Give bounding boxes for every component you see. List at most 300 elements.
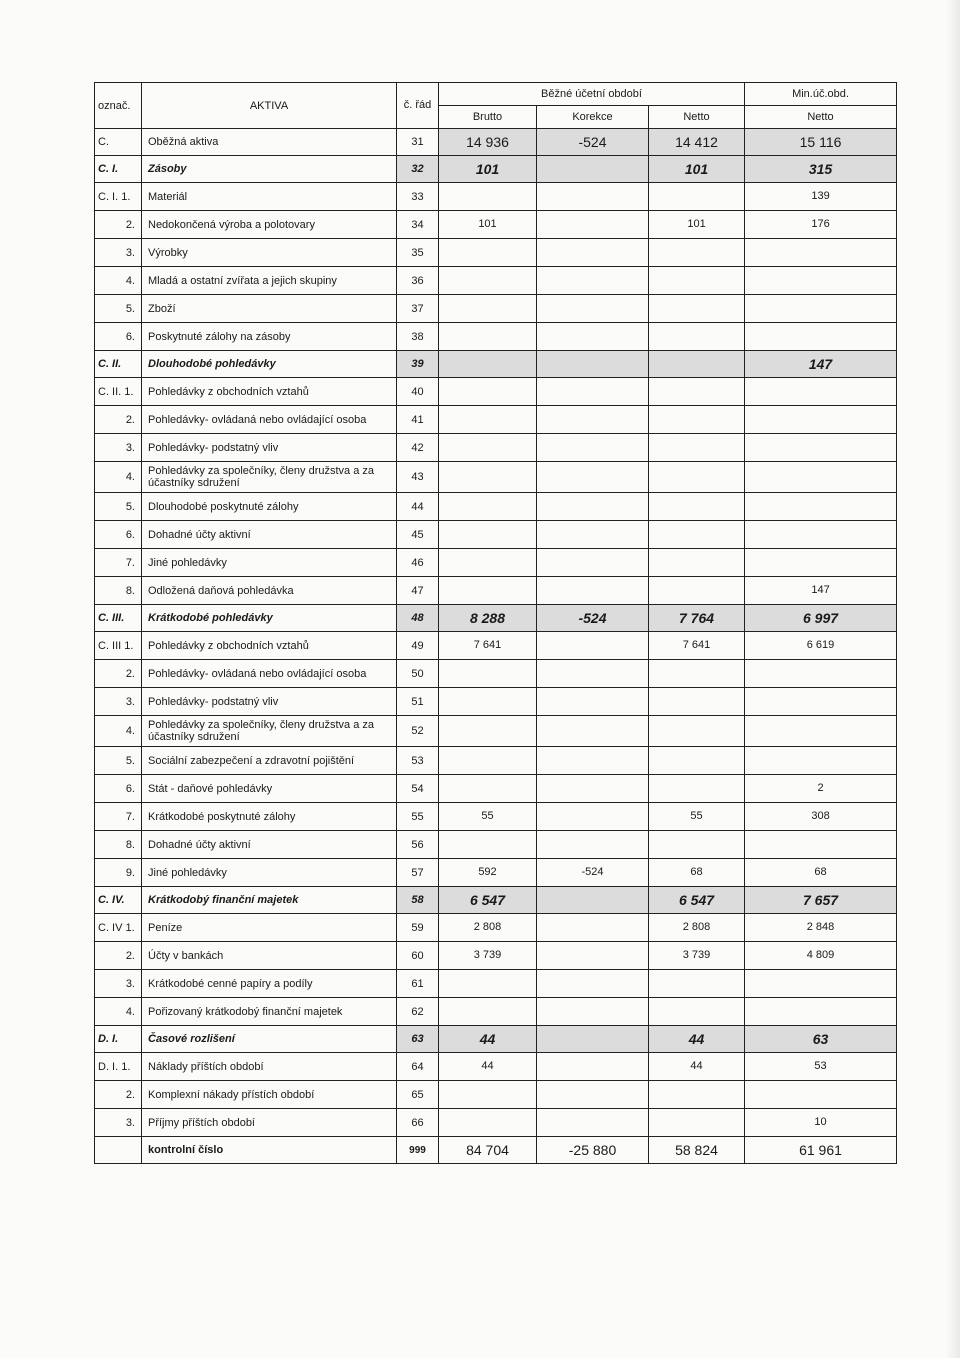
table-row <box>95 1109 897 1137</box>
row-netto-prev: 176 <box>745 211 897 239</box>
table-row <box>95 378 897 406</box>
table-row <box>95 831 897 859</box>
row-brutto <box>439 462 537 493</box>
row-oznac: 3. <box>95 688 142 716</box>
row-label: Účty v bankách <box>142 942 397 970</box>
row-korekce <box>537 211 649 239</box>
table-row <box>95 775 897 803</box>
row-netto-prev: 139 <box>745 183 897 211</box>
row-label: Peníze <box>142 914 397 942</box>
row-brutto: 44 <box>439 1053 537 1081</box>
row-brutto: 101 <box>439 211 537 239</box>
row-number: 62 <box>397 998 439 1026</box>
row-number: 47 <box>397 577 439 605</box>
row-netto: 2 808 <box>649 914 745 942</box>
row-number: 66 <box>397 1109 439 1137</box>
row-netto <box>649 239 745 267</box>
row-korekce <box>537 775 649 803</box>
row-label: Časové rozlišení <box>142 1026 397 1053</box>
row-oznac: 6. <box>95 775 142 803</box>
row-label: Pohledávky za společníky, členy družstva a za účastníky sdružení <box>142 716 397 747</box>
row-brutto <box>439 747 537 775</box>
row-netto-prev <box>745 747 897 775</box>
row-netto: 44 <box>649 1026 745 1053</box>
row-netto <box>649 970 745 998</box>
row-oznac: 5. <box>95 493 142 521</box>
table-row <box>95 1026 897 1053</box>
row-brutto <box>439 998 537 1026</box>
row-netto <box>649 378 745 406</box>
table-row <box>95 970 897 998</box>
row-label: Pohledávky z obchodních vztahů <box>142 378 397 406</box>
row-oznac: D. I. 1. <box>95 1053 142 1081</box>
row-korekce <box>537 406 649 434</box>
row-number: 45 <box>397 521 439 549</box>
row-netto <box>649 688 745 716</box>
row-label: Krátkodobý finanční majetek <box>142 887 397 914</box>
row-brutto <box>439 1081 537 1109</box>
row-netto-prev: 10 <box>745 1109 897 1137</box>
row-netto <box>649 462 745 493</box>
row-number: 53 <box>397 747 439 775</box>
row-brutto <box>439 716 537 747</box>
row-netto-prev <box>745 239 897 267</box>
table-row <box>95 462 897 493</box>
row-brutto: 2 808 <box>439 914 537 942</box>
row-korekce <box>537 998 649 1026</box>
row-number: 39 <box>397 351 439 378</box>
row-korekce <box>537 1081 649 1109</box>
row-label: Mladá a ostatní zvířata a jejich skupiny <box>142 267 397 295</box>
row-netto: 7 641 <box>649 632 745 660</box>
row-brutto <box>439 577 537 605</box>
row-oznac: 4. <box>95 716 142 747</box>
table-row <box>95 493 897 521</box>
row-netto-prev <box>745 267 897 295</box>
row-oznac: 5. <box>95 747 142 775</box>
row-oznac: C. <box>95 129 142 156</box>
row-korekce <box>537 156 649 183</box>
row-oznac: 7. <box>95 803 142 831</box>
row-netto-prev <box>745 716 897 747</box>
table-row <box>95 859 897 887</box>
row-number: 31 <box>397 129 439 156</box>
row-brutto <box>439 239 537 267</box>
row-netto: 7 764 <box>649 605 745 632</box>
table-row <box>95 549 897 577</box>
row-brutto <box>439 660 537 688</box>
row-number: 999 <box>397 1137 439 1164</box>
header-oznac: označ. <box>95 83 142 129</box>
header-korekce: Korekce <box>537 106 649 129</box>
row-netto <box>649 323 745 351</box>
row-oznac: 2. <box>95 942 142 970</box>
row-label: Pohledávky- podstatný vliv <box>142 688 397 716</box>
row-korekce <box>537 239 649 267</box>
row-number: 46 <box>397 549 439 577</box>
row-label: Pohledávky- ovládaná nebo ovládající osoba <box>142 406 397 434</box>
row-netto-prev <box>745 406 897 434</box>
row-number: 35 <box>397 239 439 267</box>
row-brutto: 592 <box>439 859 537 887</box>
row-brutto <box>439 183 537 211</box>
table-row <box>95 183 897 211</box>
row-brutto: 3 739 <box>439 942 537 970</box>
table-row <box>95 267 897 295</box>
row-label: Pohledávky- podstatný vliv <box>142 434 397 462</box>
row-brutto <box>439 775 537 803</box>
row-label: Krátkodobé pohledávky <box>142 605 397 632</box>
row-korekce <box>537 831 649 859</box>
row-netto: 101 <box>649 211 745 239</box>
row-label: Poskytnuté zálohy na zásoby <box>142 323 397 351</box>
row-brutto <box>439 295 537 323</box>
row-netto <box>649 183 745 211</box>
row-brutto: 84 704 <box>439 1137 537 1164</box>
row-label: Krátkodobé poskytnuté zálohy <box>142 803 397 831</box>
row-label: Stát - daňové pohledávky <box>142 775 397 803</box>
row-oznac: C. III. <box>95 605 142 632</box>
row-oznac: 4. <box>95 462 142 493</box>
row-netto-prev: 147 <box>745 351 897 378</box>
row-netto-prev <box>745 1081 897 1109</box>
row-korekce <box>537 378 649 406</box>
header-brutto: Brutto <box>439 106 537 129</box>
row-korekce <box>537 323 649 351</box>
table-row <box>95 914 897 942</box>
row-oznac: 2. <box>95 660 142 688</box>
row-korekce <box>537 632 649 660</box>
row-number: 38 <box>397 323 439 351</box>
row-oznac: C. IV. <box>95 887 142 914</box>
row-label: Pohledávky z obchodních vztahů <box>142 632 397 660</box>
row-korekce: -25 880 <box>537 1137 649 1164</box>
row-label: Nedokončená výroba a polotovary <box>142 211 397 239</box>
row-brutto <box>439 323 537 351</box>
row-brutto <box>439 406 537 434</box>
row-brutto <box>439 1109 537 1137</box>
row-netto <box>649 351 745 378</box>
row-number: 64 <box>397 1053 439 1081</box>
row-label: Dlouhodobé poskytnuté zálohy <box>142 493 397 521</box>
row-brutto: 101 <box>439 156 537 183</box>
row-korekce <box>537 183 649 211</box>
row-number: 51 <box>397 688 439 716</box>
row-oznac: 3. <box>95 239 142 267</box>
row-netto-prev: 308 <box>745 803 897 831</box>
row-korekce <box>537 688 649 716</box>
row-netto-prev: 6 997 <box>745 605 897 632</box>
row-number: 41 <box>397 406 439 434</box>
row-netto: 58 824 <box>649 1137 745 1164</box>
row-netto-prev <box>745 323 897 351</box>
row-oznac: 6. <box>95 521 142 549</box>
row-oznac: 4. <box>95 267 142 295</box>
row-number: 42 <box>397 434 439 462</box>
row-label: Komplexní nákady přístích období <box>142 1081 397 1109</box>
row-netto <box>649 1109 745 1137</box>
row-netto-prev: 61 961 <box>745 1137 897 1164</box>
row-brutto <box>439 831 537 859</box>
row-label: Jiné pohledávky <box>142 859 397 887</box>
row-oznac: C. I. <box>95 156 142 183</box>
row-label: Zboží <box>142 295 397 323</box>
row-oznac: 8. <box>95 831 142 859</box>
row-brutto <box>439 378 537 406</box>
row-korekce <box>537 887 649 914</box>
row-number: 44 <box>397 493 439 521</box>
row-label: Příjmy příštích období <box>142 1109 397 1137</box>
row-number: 43 <box>397 462 439 493</box>
row-number: 33 <box>397 183 439 211</box>
row-number: 37 <box>397 295 439 323</box>
row-netto <box>649 775 745 803</box>
row-netto-prev: 63 <box>745 1026 897 1053</box>
row-label: Jiné pohledávky <box>142 549 397 577</box>
row-brutto <box>439 267 537 295</box>
row-korekce <box>537 434 649 462</box>
row-netto <box>649 831 745 859</box>
row-netto-prev: 2 848 <box>745 914 897 942</box>
row-label: Dohadné účty aktivní <box>142 521 397 549</box>
row-netto <box>649 549 745 577</box>
row-netto-prev <box>745 549 897 577</box>
row-netto-prev: 53 <box>745 1053 897 1081</box>
row-number: 65 <box>397 1081 439 1109</box>
row-oznac: 2. <box>95 1081 142 1109</box>
row-netto: 14 412 <box>649 129 745 156</box>
table-row <box>95 211 897 239</box>
table-row <box>95 605 897 632</box>
row-label: Pohledávky za společníky, členy družstva a za účastníky sdružení <box>142 462 397 493</box>
row-label: Pohledávky- ovládaná nebo ovládající osoba <box>142 660 397 688</box>
row-label: Sociální zabezpečení a zdravotní pojištění <box>142 747 397 775</box>
row-oznac <box>95 1137 142 1164</box>
row-netto-prev <box>745 998 897 1026</box>
row-oznac: 3. <box>95 434 142 462</box>
row-netto <box>649 660 745 688</box>
table-row <box>95 1053 897 1081</box>
row-korekce <box>537 351 649 378</box>
table-row <box>95 521 897 549</box>
row-brutto <box>439 688 537 716</box>
row-netto <box>649 406 745 434</box>
row-netto <box>649 716 745 747</box>
row-korekce: -524 <box>537 859 649 887</box>
row-oznac: 3. <box>95 1109 142 1137</box>
table-row <box>95 632 897 660</box>
row-korekce <box>537 660 649 688</box>
row-korekce <box>537 914 649 942</box>
row-oznac: C. II. 1. <box>95 378 142 406</box>
row-oznac: 5. <box>95 295 142 323</box>
row-korekce <box>537 1109 649 1137</box>
row-korekce <box>537 493 649 521</box>
row-brutto: 44 <box>439 1026 537 1053</box>
row-number: 60 <box>397 942 439 970</box>
row-korekce <box>537 577 649 605</box>
row-netto: 3 739 <box>649 942 745 970</box>
row-korekce <box>537 549 649 577</box>
row-number: 58 <box>397 887 439 914</box>
row-brutto: 14 936 <box>439 129 537 156</box>
row-brutto: 7 641 <box>439 632 537 660</box>
table-row <box>95 803 897 831</box>
row-label: Oběžná aktiva <box>142 129 397 156</box>
page-edge-shadow <box>946 0 960 1358</box>
header-prev-period: Min.úč.obd. <box>745 83 897 106</box>
row-number: 55 <box>397 803 439 831</box>
row-netto-prev: 68 <box>745 859 897 887</box>
row-number: 56 <box>397 831 439 859</box>
row-netto <box>649 998 745 1026</box>
header-current-period: Běžné účetní období <box>439 83 745 106</box>
row-netto-prev: 15 116 <box>745 129 897 156</box>
row-netto-prev <box>745 493 897 521</box>
table-row <box>95 998 897 1026</box>
row-brutto <box>439 549 537 577</box>
row-number: 57 <box>397 859 439 887</box>
row-netto: 55 <box>649 803 745 831</box>
table-row <box>95 239 897 267</box>
row-brutto: 55 <box>439 803 537 831</box>
row-label: Výrobky <box>142 239 397 267</box>
table-row <box>95 406 897 434</box>
row-brutto <box>439 521 537 549</box>
row-label: Náklady příštích období <box>142 1053 397 1081</box>
row-oznac: 2. <box>95 211 142 239</box>
row-brutto: 8 288 <box>439 605 537 632</box>
table-row <box>95 887 897 914</box>
header-title: AKTIVA <box>142 83 397 129</box>
row-netto-prev: 4 809 <box>745 942 897 970</box>
row-netto <box>649 434 745 462</box>
header-netto: Netto <box>649 106 745 129</box>
row-netto <box>649 493 745 521</box>
row-oznac: 3. <box>95 970 142 998</box>
row-oznac: C. III 1. <box>95 632 142 660</box>
row-netto: 6 547 <box>649 887 745 914</box>
row-korekce <box>537 521 649 549</box>
row-netto-prev <box>745 688 897 716</box>
row-netto-prev <box>745 295 897 323</box>
row-korekce <box>537 295 649 323</box>
row-netto <box>649 267 745 295</box>
row-netto-prev <box>745 970 897 998</box>
row-oznac: 6. <box>95 323 142 351</box>
row-label: Zásoby <box>142 156 397 183</box>
row-korekce <box>537 747 649 775</box>
table-row <box>95 688 897 716</box>
row-oznac: C. II. <box>95 351 142 378</box>
row-oznac: D. I. <box>95 1026 142 1053</box>
row-oznac: 7. <box>95 549 142 577</box>
row-number: 48 <box>397 605 439 632</box>
row-korekce: -524 <box>537 605 649 632</box>
row-netto <box>649 747 745 775</box>
row-number: 61 <box>397 970 439 998</box>
row-korekce <box>537 716 649 747</box>
row-netto-prev <box>745 378 897 406</box>
row-oznac: 9. <box>95 859 142 887</box>
row-netto <box>649 521 745 549</box>
table-row <box>95 1137 897 1164</box>
row-brutto <box>439 493 537 521</box>
row-netto: 68 <box>649 859 745 887</box>
row-korekce <box>537 803 649 831</box>
row-label: Materiál <box>142 183 397 211</box>
row-korekce <box>537 267 649 295</box>
row-number: 34 <box>397 211 439 239</box>
row-netto: 101 <box>649 156 745 183</box>
row-netto-prev <box>745 831 897 859</box>
row-number: 54 <box>397 775 439 803</box>
row-netto-prev: 2 <box>745 775 897 803</box>
row-netto-prev <box>745 660 897 688</box>
header-netto-prev: Netto <box>745 106 897 129</box>
table-row <box>95 942 897 970</box>
row-brutto <box>439 351 537 378</box>
table-row <box>95 747 897 775</box>
row-oznac: 8. <box>95 577 142 605</box>
row-number: 32 <box>397 156 439 183</box>
row-netto-prev: 6 619 <box>745 632 897 660</box>
row-label: Pořizovaný krátkodobý finanční majetek <box>142 998 397 1026</box>
row-number: 63 <box>397 1026 439 1053</box>
row-brutto <box>439 970 537 998</box>
row-korekce <box>537 970 649 998</box>
row-number: 52 <box>397 716 439 747</box>
row-netto-prev <box>745 434 897 462</box>
table-row <box>95 577 897 605</box>
row-netto: 44 <box>649 1053 745 1081</box>
row-netto <box>649 1081 745 1109</box>
row-label: kontrolní číslo <box>142 1137 397 1164</box>
row-oznac: 4. <box>95 998 142 1026</box>
table-row <box>95 716 897 747</box>
table-row <box>95 323 897 351</box>
row-korekce <box>537 1026 649 1053</box>
row-number: 50 <box>397 660 439 688</box>
table-row <box>95 660 897 688</box>
row-oznac: C. IV 1. <box>95 914 142 942</box>
table-row <box>95 434 897 462</box>
row-number: 40 <box>397 378 439 406</box>
header-row-1 <box>95 83 897 106</box>
table-row <box>95 351 897 378</box>
row-oznac: 2. <box>95 406 142 434</box>
header-rad: č. řád <box>397 83 439 129</box>
row-label: Dlouhodobé pohledávky <box>142 351 397 378</box>
row-brutto: 6 547 <box>439 887 537 914</box>
row-korekce: -524 <box>537 129 649 156</box>
row-korekce <box>537 942 649 970</box>
row-oznac: C. I. 1. <box>95 183 142 211</box>
table-row <box>95 295 897 323</box>
table-row <box>95 129 897 156</box>
row-brutto <box>439 434 537 462</box>
table-row <box>95 1081 897 1109</box>
row-number: 49 <box>397 632 439 660</box>
row-label: Krátkodobé cenné papíry a podíly <box>142 970 397 998</box>
table-row <box>95 156 897 183</box>
row-number: 59 <box>397 914 439 942</box>
row-netto-prev <box>745 521 897 549</box>
row-netto-prev: 315 <box>745 156 897 183</box>
row-netto <box>649 295 745 323</box>
row-netto-prev: 147 <box>745 577 897 605</box>
row-netto <box>649 577 745 605</box>
